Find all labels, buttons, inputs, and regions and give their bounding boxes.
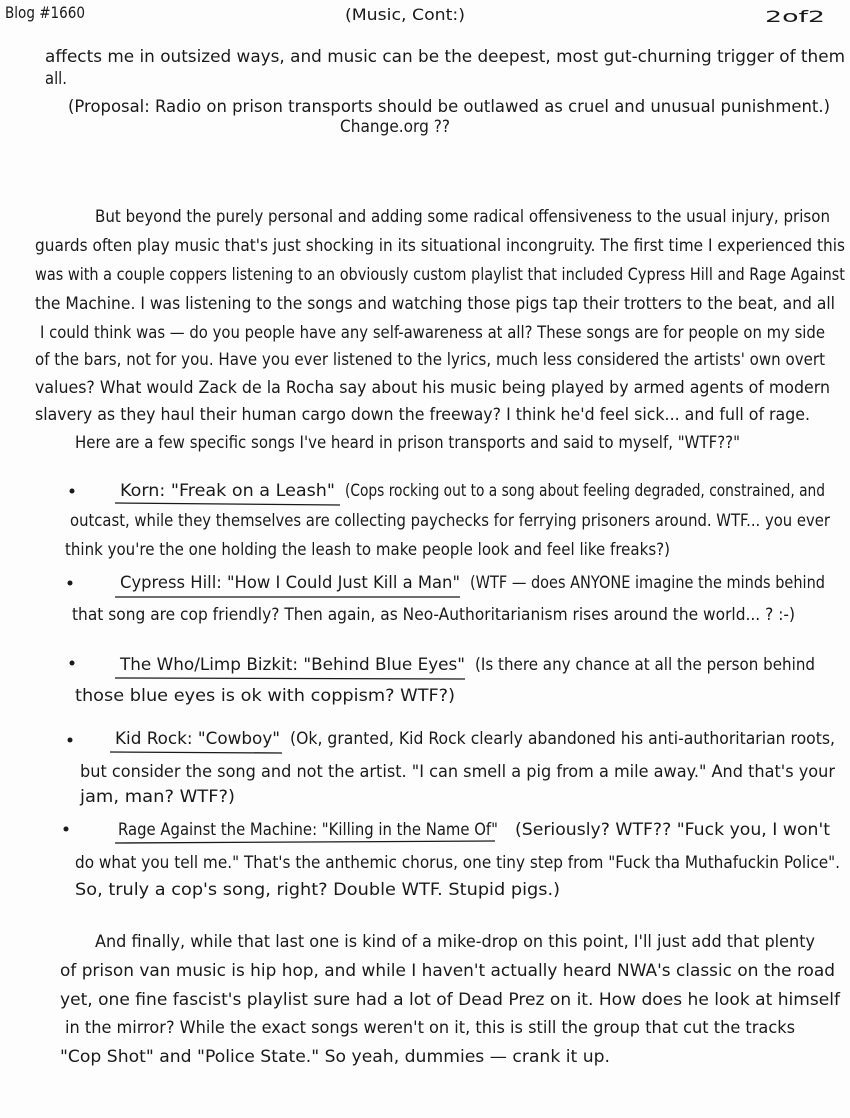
song-comment: (Ok, granted, Kid Rock clearly abandoned his anti-authoritarian roots,	[290, 729, 835, 749]
paragraph-line: of prison van music is hip hop, and while I haven't actually heard NWA's classic on the road	[60, 961, 835, 981]
proposal-line: (Proposal: Radio on prison transports should be outlawed as cruel and unusual punishment.)	[68, 97, 830, 117]
song-comment: think you're the one holding the leash to make people look and feel like freaks?)	[65, 540, 670, 560]
song-comment: jam, man? WTF?)	[78, 787, 235, 807]
paragraph-line: Here are a few specific songs I've heard in prison transports and said to myself, "WTF??"	[75, 433, 740, 453]
paragraph-line: of the bars, not for you. Have you ever listened to the lyrics, much less considered the artists' own overt	[35, 350, 826, 370]
paragraph-line: guards often play music that's just shocking in its situational incongruity. The first time I experienced this	[35, 236, 846, 256]
paragraph-line: slavery as they haul their human cargo down the freeway? I think he'd feel sick... and full of rage.	[35, 405, 810, 425]
paragraph-line: the Machine. I was listening to the songs and watching those pigs tap their trotters to the beat, and all	[35, 294, 835, 314]
section-title: (Music, Cont:)	[345, 5, 465, 24]
page-number: 2of2	[765, 7, 825, 26]
paragraph-line: But beyond the purely personal and adding some radical offensiveness to the usual injury, prison	[95, 207, 830, 227]
bullet-icon	[68, 738, 73, 743]
song-comment: do what you tell me." That's the anthemic chorus, one tiny step from "Fuck tha Muthafuckin Police".	[75, 853, 840, 873]
paragraph-line: And finally, while that last one is kind of a mike-drop on this point, I'll just add that plenty	[95, 932, 815, 952]
paragraph-line: yet, one fine fascist's playlist sure had a lot of Dead Prez on it. How does he look at himself	[60, 990, 842, 1010]
song-title: Rage Against the Machine: "Killing in the Name Of"	[118, 820, 498, 840]
bullet-icon	[70, 489, 75, 494]
song-comment: (Cops rocking out to a song about feeling degraded, constrained, and	[345, 481, 825, 501]
proposal-link: Change.org ??	[340, 117, 450, 137]
song-comment: but consider the song and not the artist. "I can smell a pig from a mile away." And that's your	[80, 762, 836, 782]
bullet-icon	[64, 827, 69, 832]
bullet-icon	[70, 661, 75, 666]
paragraph-line: I could think was — do you people have any self-awareness at all? These songs are for people on my side	[40, 323, 825, 343]
song-comment: outcast, while they themselves are collecting paychecks for ferrying prisoners around. WTF... you ever	[70, 511, 830, 531]
blog-number: Blog #1660	[5, 3, 85, 22]
song-comment: that song are cop friendly? Then again, as Neo-Authoritarianism rises around the world... ? :-)	[72, 605, 795, 625]
paragraph-line: "Cop Shot" and "Police State." So yeah, dummies — crank it up.	[60, 1047, 610, 1067]
title-underline	[115, 841, 495, 843]
title-underline	[115, 678, 465, 679]
song-title: Kid Rock: "Cowboy"	[115, 729, 280, 749]
paragraph-line: was with a couple coppers listening to an obviously custom playlist that included Cypress Hill and Rage Against	[35, 265, 846, 285]
song-title: Korn: "Freak on a Leash"	[120, 481, 335, 501]
song-title: Cypress Hill: "How I Could Just Kill a Man"	[120, 573, 460, 593]
intro-line: affects me in outsized ways, and music can be the deepest, most gut-churning trigger of them	[45, 47, 845, 67]
song-comment: (WTF — does ANYONE imagine the minds behind	[470, 573, 825, 593]
song-title: The Who/Limp Bizkit: "Behind Blue Eyes"	[119, 655, 465, 675]
paragraph-line: values? What would Zack de la Rocha say about his music being played by armed agents of modern	[35, 378, 830, 398]
bullet-icon	[68, 581, 73, 586]
intro-line: all.	[45, 69, 67, 89]
song-comment: those blue eyes is ok with coppism? WTF?)	[75, 686, 455, 706]
song-comment: So, truly a cop's song, right? Double WTF. Stupid pigs.)	[75, 880, 560, 900]
paragraph-line: in the mirror? While the exact songs weren't on it, this is still the group that cut the tracks	[65, 1018, 796, 1038]
song-comment: (Is there any chance at all the person behind	[475, 655, 815, 675]
title-underline	[115, 503, 340, 505]
song-comment: (Seriously? WTF?? "Fuck you, I won't	[515, 820, 831, 840]
title-underline	[110, 752, 282, 753]
